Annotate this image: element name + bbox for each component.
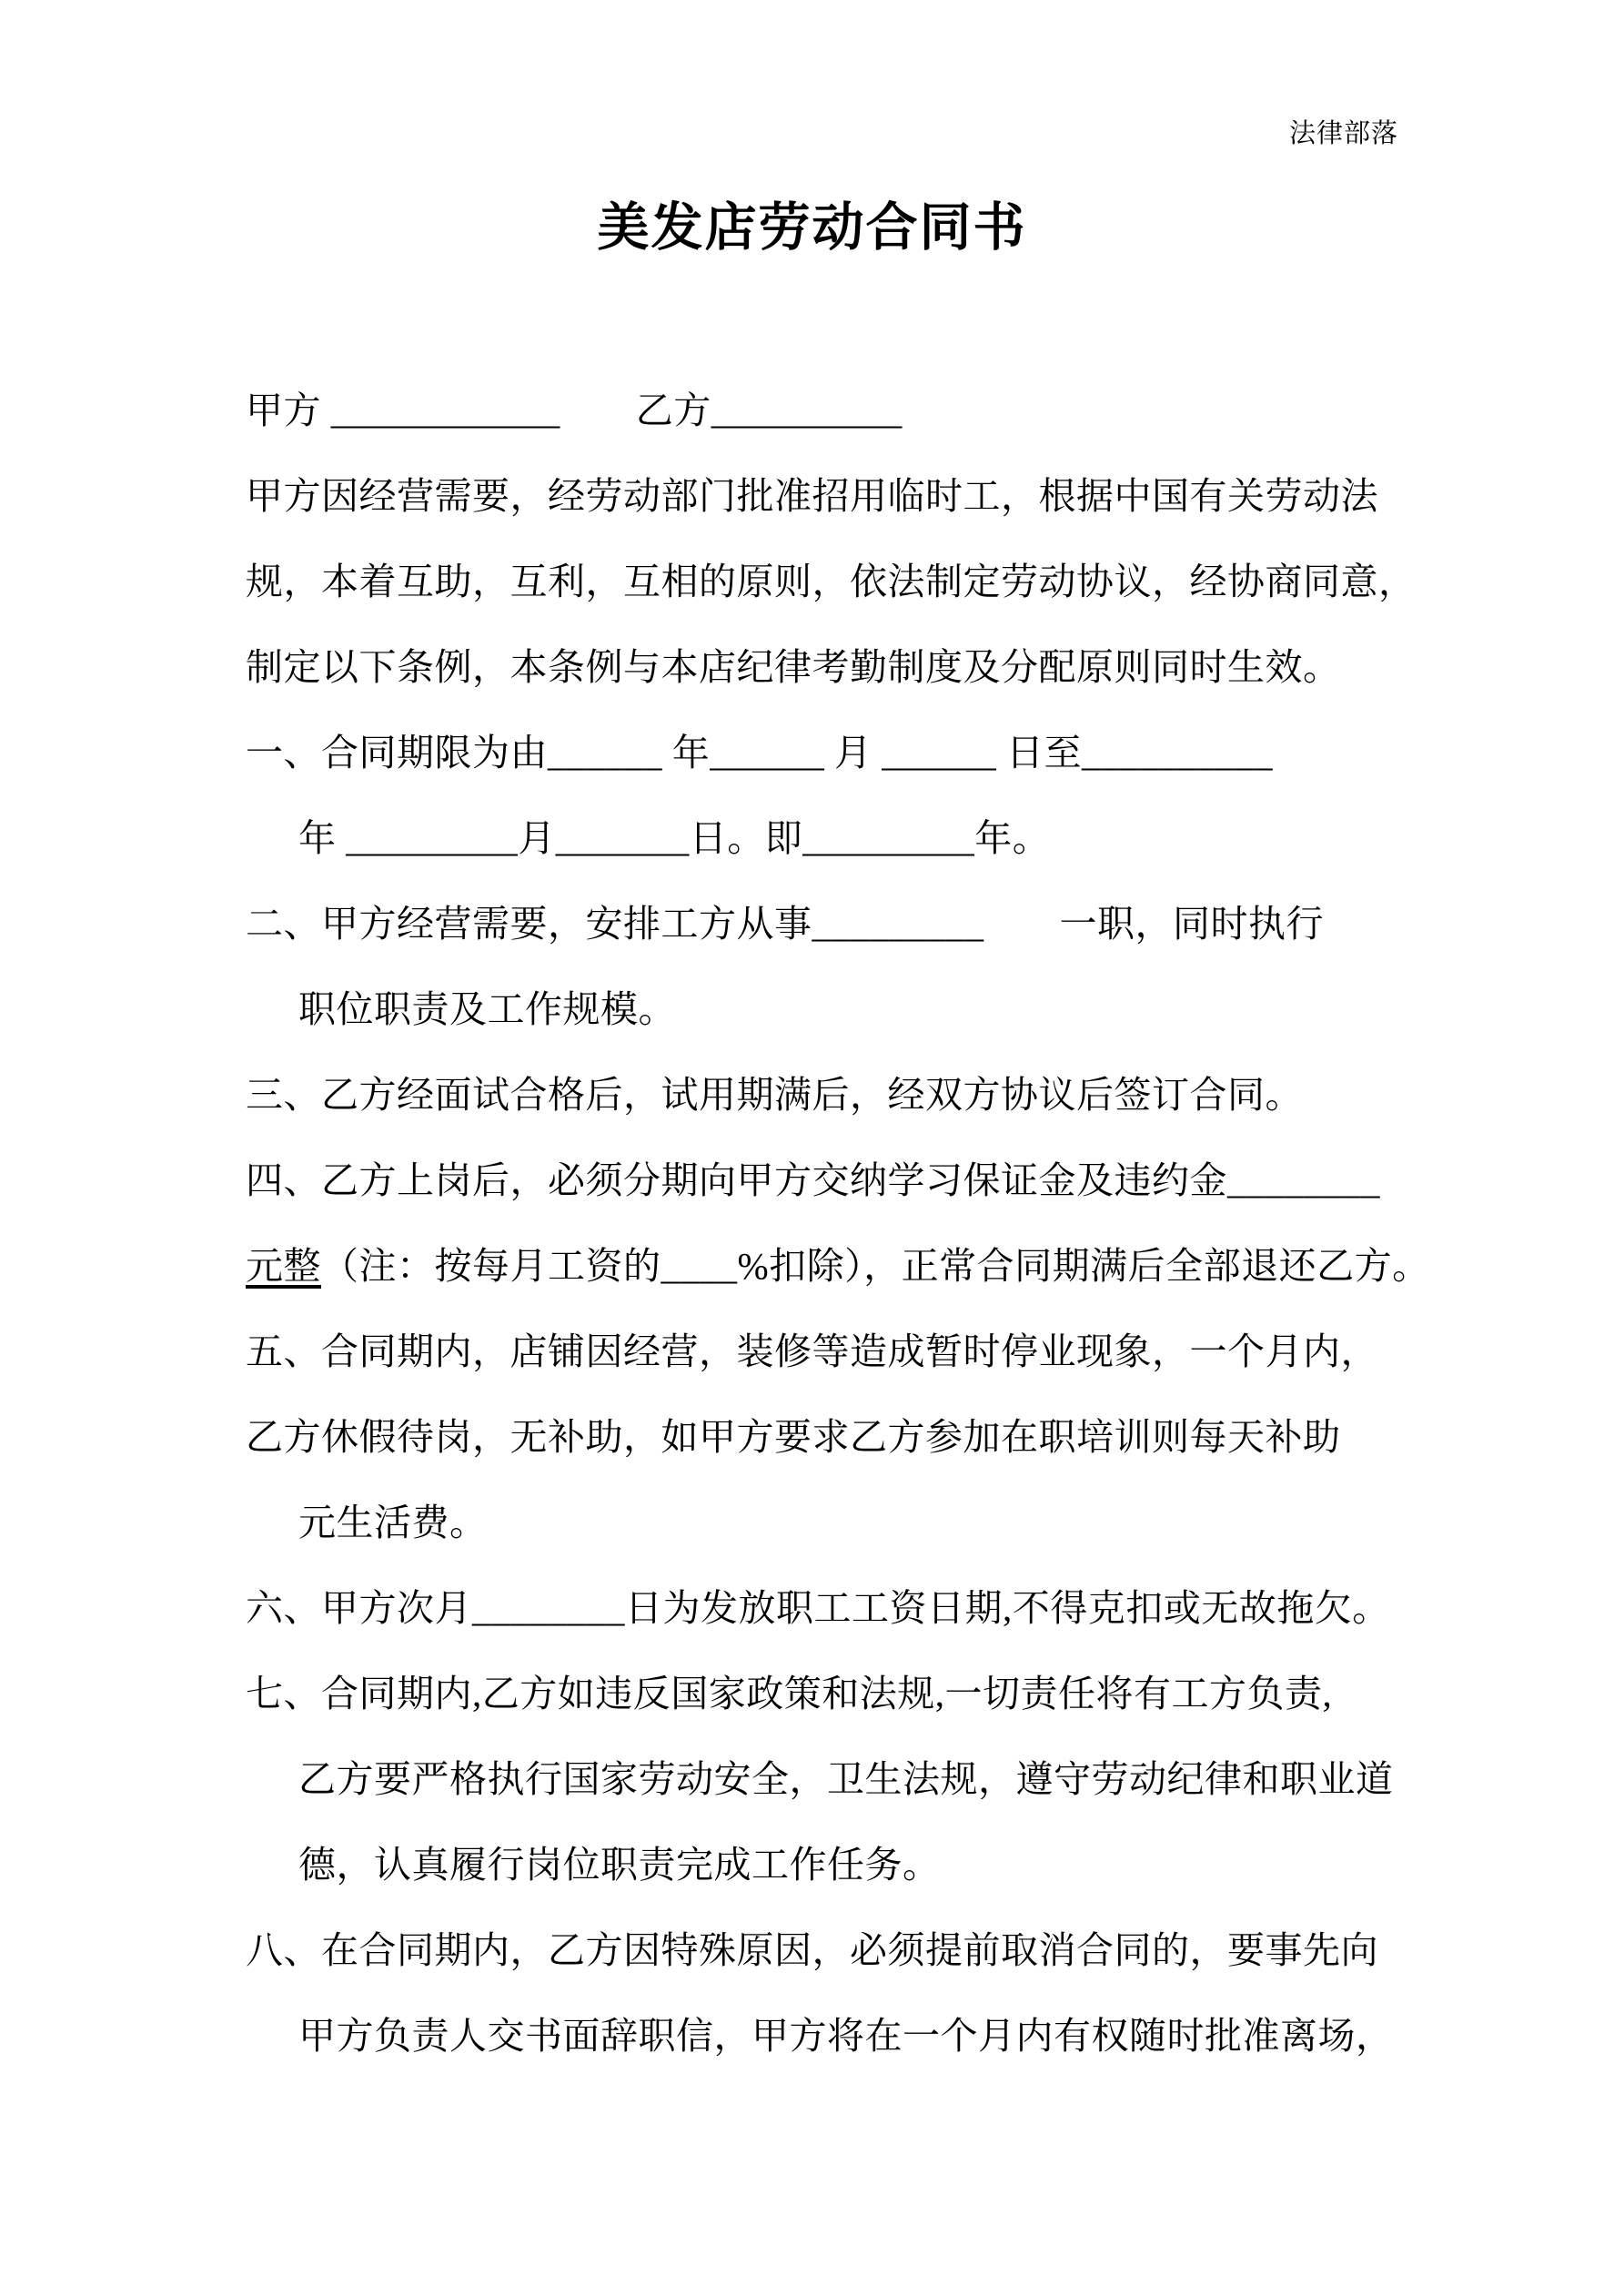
- clause-8-line-1: [246, 1907, 1410, 1993]
- text-segment: 四、乙方上岗后，必须分期向甲方交纳学习保证金及违约金________: [246, 1159, 1380, 1201]
- text-segment: 三、乙方经面试合格后，试用期满后，经双方协议后签订合同。: [246, 1074, 1303, 1116]
- text-segment: 甲方 ____________ 乙方__________: [246, 389, 903, 431]
- text-segment: 八、在合同期内，乙方因特殊原因，必须提前取消合同的，要事先向: [246, 1929, 1378, 1971]
- text-segment: 七、合同期内,乙方如违反国家政策和法规,一切责任将有工方负责,: [246, 1673, 1333, 1714]
- preamble-line-3: [246, 624, 1410, 710]
- text-segment: 五、合同期内，店铺因经营，装修等造成暂时停业现象，一个月内，: [246, 1330, 1378, 1372]
- text-segment: 六、甲方次月________日为发放职工工资日期,不得克扣或无故拖欠。: [246, 1587, 1390, 1629]
- clause-1-line-1: [246, 710, 1410, 795]
- preamble-line-2: [246, 539, 1417, 624]
- brand-watermark: 法律部落: [1288, 119, 1398, 148]
- clause-7-line-2: [246, 1736, 1410, 1822]
- text-segment: 职位职责及工作规模。: [298, 988, 676, 1030]
- underlined-text: 元整: [246, 1245, 321, 1287]
- clause-5-line-2: [246, 1394, 1410, 1480]
- text-segment: （注：按每月工资的____%扣除），正常合同期满后全部退还乙方。: [321, 1245, 1430, 1287]
- text-segment: 甲方负责人交书面辞职信，甲方将在一个月内有权随时批准离场，: [298, 2015, 1394, 2057]
- text-segment: 二、甲方经营需要，安排工方从事_________ 一职，同时执行: [246, 903, 1324, 945]
- preamble-line-1: [246, 453, 1410, 539]
- text-segment: 乙方休假待岗，无补助，如甲方要求乙方参加在职培训则每天补助: [246, 1416, 1341, 1458]
- clause-4-line-2: [246, 1223, 1430, 1309]
- clause-2-line-1: [246, 881, 1410, 966]
- text-segment: 规，本着互助，互利，互相的原则，依法制定劳动协议，经协商同意，: [246, 561, 1417, 602]
- document-body: [246, 368, 1430, 2079]
- page-title: 美发店劳动合同书: [597, 199, 1027, 257]
- text-segment: 元生活费。: [298, 1502, 488, 1543]
- clause-6-line-1: [246, 1565, 1410, 1651]
- text-segment: 一、合同期限为由______ 年______ 月 ______ 日至__________: [246, 732, 1273, 774]
- text-segment: 甲方因经营需要，经劳动部门批准招用临时工，根据中国有关劳动法: [246, 475, 1378, 517]
- clause-1-line-2: [246, 795, 1410, 881]
- clause-7-line-3: [246, 1822, 1410, 1907]
- clause-5-line-3: [246, 1480, 1410, 1565]
- clause-5-line-1: [246, 1309, 1410, 1394]
- text-segment: 德，认真履行岗位职责完成工作任务。: [298, 1844, 941, 1886]
- text-segment: 乙方要严格执行国家劳动安全，卫生法规，遵守劳动纪律和职业道: [298, 1758, 1394, 1800]
- party-line: [246, 368, 1410, 453]
- clause-4-line-1: [246, 1138, 1410, 1223]
- clause-2-line-2: [246, 966, 1410, 1052]
- clause-3-line-1: [246, 1052, 1410, 1138]
- text-segment: 制定以下条例，本条例与本店纪律考勤制度及分配原则同时生效。: [246, 646, 1341, 688]
- clause-7-line-1: [246, 1651, 1410, 1736]
- text-segment: 年 _________月_______日。即_________年。: [298, 817, 1051, 859]
- clause-8-line-2: [246, 1993, 1410, 2079]
